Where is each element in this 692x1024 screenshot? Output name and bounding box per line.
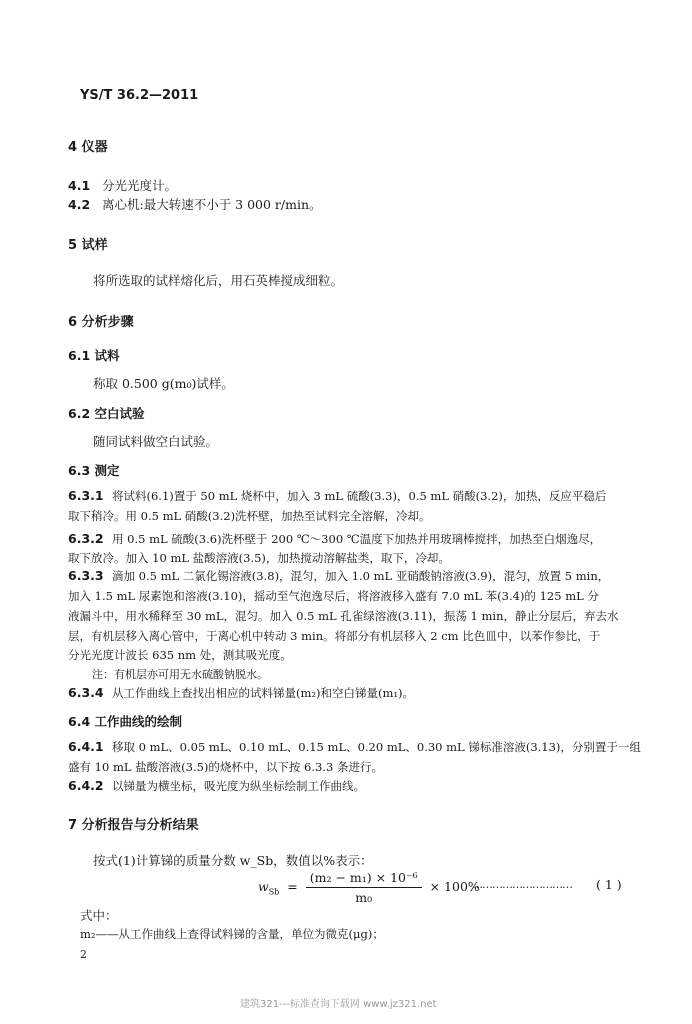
- formula-leader: …………………………: [472, 878, 572, 891]
- subsection-6-2-text: 随同试料做空白试验。: [93, 434, 219, 449]
- where-label: 式中：: [80, 908, 118, 923]
- para-6-4-2: [68, 778, 365, 794]
- para-6-3-3-line5: 分光光度计波长 635 nm 处，测其吸光度。: [68, 648, 292, 662]
- para-text: 移取 0 mL、0.05 mL、0.10 mL、0.15 mL、0.20 mL、0.30 mL 锑标准溶液(3.13)，分别置于一组: [112, 740, 641, 754]
- para-text: 将试料(6.1)置于 50 mL 烧杯中，加入 3 mL 硫酸(3.3)，0.5 mL 硝酸(3.2)，加热，反应平稳后: [112, 489, 607, 503]
- formula-fraction: [306, 870, 422, 905]
- section-5-title: 5 试样: [68, 238, 108, 253]
- item-text: 分光光度计。: [101, 178, 177, 193]
- item-number: 4.1: [68, 178, 91, 193]
- section-5-text: 将所选取的试样熔化后，用石英棒搅成细粒。: [93, 273, 344, 288]
- para-6-3-1-line2: 取下稍冷。用 0.5 mL 硝酸(3.2)洗杯壁，加热至试料完全溶解，冷却。: [68, 509, 431, 523]
- subsection-6-4-title: 6.4 工作曲线的绘制: [68, 714, 182, 729]
- para-6-3-2-line1: [68, 531, 601, 547]
- para-6-3-3-line3: 液漏斗中，用水稀释至 30 mL，混匀。加入 0.5 mL 孔雀绿溶液(3.11)，振荡 1 min，静止分层后，弃去水: [68, 609, 619, 623]
- para-number: 6.4.1: [68, 739, 104, 754]
- para-number: 6.3.1: [68, 488, 104, 503]
- page-number: 2: [80, 948, 87, 961]
- section-7-title: 7 分析报告与分析结果: [68, 818, 199, 833]
- para-6-3-2-line2: 取下放冷。加入 10 mL 盐酸溶液(3.5)，加热搅动溶解盐类，取下，冷却。: [68, 551, 450, 565]
- item-4-2: [68, 195, 322, 213]
- para-6-3-4: [68, 685, 414, 701]
- section-4-title: 4 仪器: [68, 140, 108, 155]
- para-text: 用 0.5 mL 硫酸(3.6)洗杯壁于 200 ℃～300 ℃温度下加热并用玻璃棒搅拌，加热至白烟逸尽，: [112, 532, 602, 546]
- subsection-6-3-title: 6.3 测定: [68, 463, 120, 478]
- para-6-4-1-line1: [68, 739, 641, 755]
- para-text: 以锑量为横坐标，吸光度为纵坐标绘制工作曲线。: [112, 779, 365, 793]
- formula-intro: 按式(1)计算锑的质量分数 w_Sb，数值以%表示：: [93, 853, 373, 868]
- definition-m2: m₂——从工作曲线上查得试料锑的含量，单位为微克(μg)；: [80, 927, 384, 941]
- formula-denominator: m₀: [355, 890, 373, 905]
- subsection-6-1-title: 6.1 试料: [68, 348, 120, 363]
- para-number: 6.3.4: [68, 685, 104, 700]
- para-6-3-3-line2: 加入 1.5 mL 尿素饱和溶液(3.10)，摇动至气泡逸尽后，将溶液移入盛有 7.0 mL 苯(3.4)的 125 mL 分: [68, 589, 599, 603]
- item-text: 离心机:最大转速不小于 3 000 r/min。: [101, 197, 322, 212]
- formula-tail: × 100%: [429, 879, 480, 894]
- note: 注：有机层亦可用无水硫酸钠脱水。: [92, 668, 268, 681]
- formula-lhs-sub: Sb: [268, 887, 280, 897]
- subsection-6-2-title: 6.2 空白试验: [68, 406, 145, 421]
- para-number: 6.3.2: [68, 531, 104, 546]
- para-6-3-3-line1: [68, 568, 609, 584]
- item-4-1: [68, 176, 177, 194]
- formula-numerator: (m₂ − m₁) × 10⁻⁶: [306, 870, 422, 888]
- section-6-title: 6 分析步骤: [68, 315, 134, 330]
- item-number: 4.2: [68, 197, 91, 212]
- formula-number: ( 1 ): [596, 877, 622, 892]
- para-text: 滴加 0.5 mL 二氯化锡溶液(3.8)，混匀，加入 1.0 mL 亚硝酸钠溶液(3.9)，混匀，放置 5 min，: [112, 569, 610, 583]
- para-number: 6.4.2: [68, 778, 104, 793]
- para-number: 6.3.3: [68, 568, 104, 583]
- para-6-3-1-line1: [68, 488, 606, 504]
- standard-code: YS/T 36.2—2011: [80, 88, 199, 103]
- formula-1: [258, 870, 480, 905]
- formula-lhs: w: [258, 879, 269, 894]
- para-6-4-1-line2: 盛有 10 mL 盐酸溶液(3.5)的烧杯中，以下按 6.3.3 条进行。: [68, 760, 383, 774]
- para-6-3-3-line4: 层，有机层移入离心管中，于离心机中转动 3 min。将部分有机层移入 2 cm 比色皿中，以苯作参比，于: [68, 629, 601, 643]
- watermark: 建筑321---标准查询下载网 www.jz321.net: [240, 999, 437, 1010]
- subsection-6-1-text: 称取 0.500 g(m₀)试样。: [93, 376, 234, 391]
- formula-equals: =: [287, 879, 298, 894]
- para-text: 从工作曲线上查找出相应的试料锑量(m₂)和空白锑量(m₁)。: [112, 686, 414, 700]
